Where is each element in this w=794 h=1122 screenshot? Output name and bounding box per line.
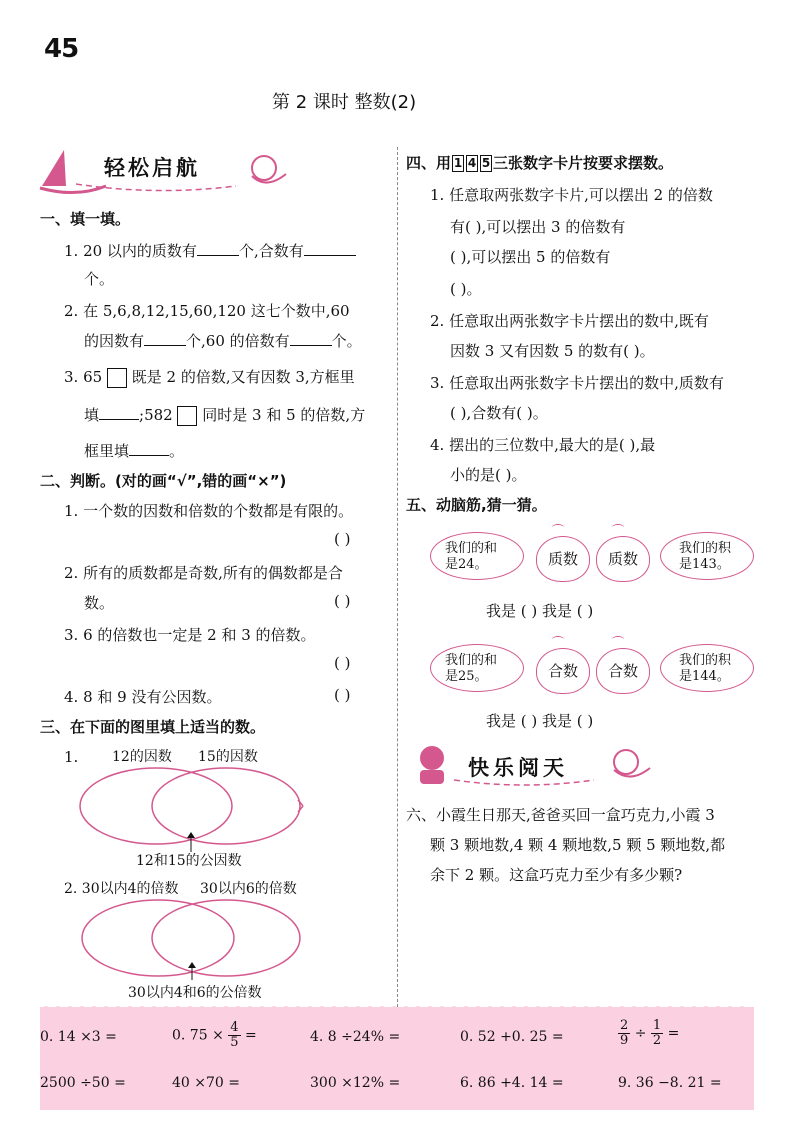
calc-item: 40 ×70 = [172,1075,240,1091]
s6-line2: 颗 3 颗地数,4 颗 4 颗地数,5 颗 5 颗地数,都 [430,836,726,854]
d2-common-label: 30以内4和6的公倍数 [128,985,262,1001]
s1-q1-end: 个。 [84,270,115,288]
section4-title: 四、用 1 4 5 三张数字卡片按要求摆数。 [406,154,674,172]
digit-box[interactable] [107,368,127,388]
apple-composite-1: 合数 [536,648,590,694]
apple-stem-icon [612,636,624,643]
s4-q4-a: 4. 摆出的三位数中,最大的是( ),最 [430,436,656,454]
card-1: 1 [453,156,463,170]
calc-item: 2500 ÷50 = [40,1075,126,1091]
s4-q1-d: ( )。 [450,280,482,298]
banner-title-right: 快乐阅天 [468,756,568,780]
s4-q1-c: ( ),可以摆出 5 的倍数有 [450,248,611,266]
s2-q2-paren[interactable]: ( ) [334,592,351,610]
d1-common-label: 12和15的公因数 [136,853,242,869]
banner-title-left: 轻松启航 [104,156,200,180]
s2-q4: 4. 8 和 9 没有公因数。 [64,688,222,706]
calc-item: 6. 86 +4. 14 = [460,1075,564,1091]
blank[interactable] [304,255,356,256]
card-5: 5 [481,156,491,170]
section3-title: 三、在下面的图里填上适当的数。 [40,718,266,736]
s1-q1: 1. 20 以内的质数有 个,合数有 [64,240,356,261]
apple-stem-icon [552,524,564,531]
d2-right-label: 30以内6的倍数 [200,881,297,897]
speech-bubble-sum: 我们的和 是24。 [430,532,524,580]
s2-q2-cont: 数。 [84,594,115,612]
card-4: 4 [467,156,477,170]
speech-bubble-product: 我们的积 是143。 [660,532,754,580]
fraction: $\frac{1}{2}$ [652,1018,662,1048]
answer-row-1[interactable]: 我是 ( ) 我是 ( ) [486,602,594,620]
apple-composite-2: 合数 [596,648,650,694]
s4-q1-b: 有( ),可以摆出 3 的倍数有 [450,218,626,236]
calc-item: 4. 8 ÷24% = [310,1029,401,1045]
section2-title: 二、判断。(对的画“√”,错的画“×”) [40,472,287,490]
calc-item: 0. 75 × $\frac{4}{5}$ = [172,1020,257,1050]
answer-row-2[interactable]: 我是 ( ) 我是 ( ) [486,712,594,730]
d2-left-label: 2. 30以内4的倍数 [64,881,179,897]
s4-q2-a: 2. 任意取出两张数字卡片摆出的数中,既有 [430,312,709,330]
s2-q4-paren[interactable]: ( ) [334,686,351,704]
s4-q1-a: 1. 任意取两张数字卡片,可以摆出 2 的倍数 [430,186,713,204]
s1-q3-end: 框里填 。 [84,442,185,460]
blank[interactable] [197,255,239,256]
calc-item: $\frac{2}{9}$ ÷ $\frac{1}{2}$ = [620,1018,680,1048]
s4-q3-b: ( ),合数有( )。 [450,404,548,422]
s6-line3: 余下 2 颗。这盒巧克力至少有多少颗? [430,866,683,884]
s2-q1-paren[interactable]: ( ) [334,530,351,548]
blank[interactable] [290,345,332,346]
s2-q2: 2. 所有的质数都是奇数,所有的偶数都是合 [64,564,343,582]
apple-prime-1: 质数 [536,536,590,582]
lesson-title: 第 2 课时 整数(2) [272,92,417,113]
s1-q3: 3. 65 既是 2 的倍数,又有因数 3,方框里 [64,368,355,386]
s2-q1: 1. 一个数的因数和倍数的个数都是有限的。 [64,502,354,520]
calc-item: 300 ×12% = [310,1075,401,1091]
s4-q4-b: 小的是( )。 [450,466,527,484]
blank[interactable] [99,419,139,420]
apple-prime-2: 质数 [596,536,650,582]
d1-number: 1. [64,748,79,766]
blank[interactable] [144,345,186,346]
section1-title: 一、填一填。 [40,210,131,228]
s4-q3-a: 3. 任意取出两张数字卡片摆出的数中,质数有 [430,374,724,392]
s1-q2: 2. 在 5,6,8,12,15,60,120 这七个数中,60 [64,302,350,320]
digit-box[interactable] [177,406,197,426]
s1-q2-cont: 的因数有 个,60 的倍数有 个。 [84,332,362,350]
fraction: $\frac{2}{9}$ [620,1018,629,1048]
fraction: $\frac{4}{5}$ [230,1020,239,1050]
d1-right-label: 15的因数 [198,749,258,765]
s4-q2-b: 因数 3 又有因数 5 的数有( )。 [450,342,655,360]
calc-item: 9. 36 −8. 21 = [618,1075,722,1091]
calc-item: 0. 14 ×3 = [40,1029,117,1045]
page-number: 45 [44,34,79,64]
s6-line1: 六、小霞生日那天,爸爸买回一盒巧克力,小霞 3 [406,806,715,824]
apple-stem-icon [552,636,564,643]
speech-bubble-sum: 我们的和 是25。 [430,644,524,692]
speech-bubble-product: 我们的积 是144。 [660,644,754,692]
s2-q3-paren[interactable]: ( ) [334,654,351,672]
calc-item: 0. 52 +0. 25 = [460,1029,564,1045]
section5-title: 五、动脑筋,猜一猜。 [406,496,547,514]
oral-calculation-band [40,1007,754,1110]
s2-q3: 3. 6 的倍数也一定是 2 和 3 的倍数。 [64,626,316,644]
s1-q3-cont: 填 ;582 同时是 3 和 5 的倍数,方 [84,406,366,424]
apple-stem-icon [612,524,624,531]
blank[interactable] [129,455,169,456]
column-divider [397,147,398,1007]
d1-left-label: 12的因数 [112,749,172,765]
venn-diagram-2 [76,896,308,986]
